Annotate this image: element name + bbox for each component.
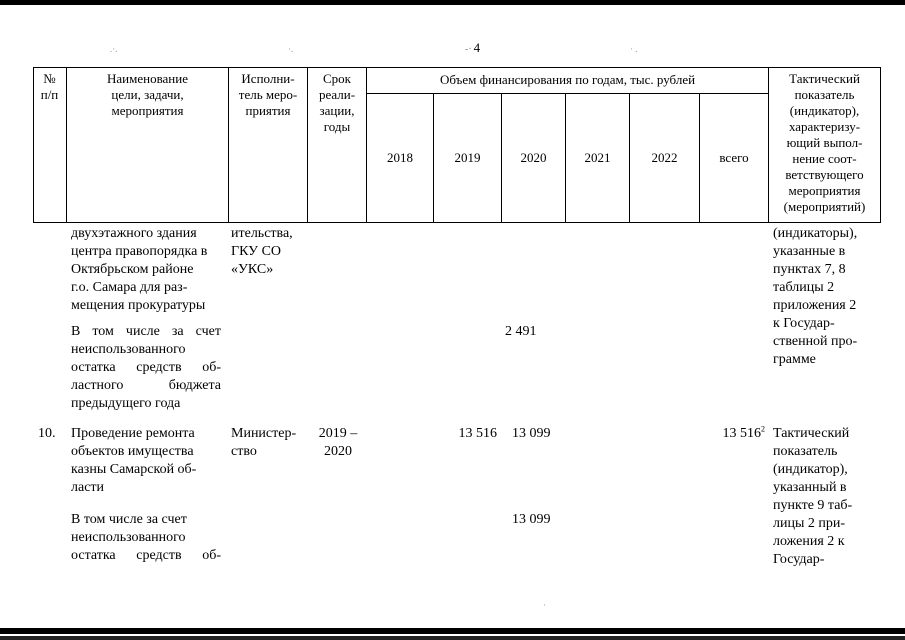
continued-sub-name: В том числе за счет неиспользованного остатка средств об- ластного бюджета предыдущего года	[71, 324, 221, 411]
table-border-top	[33, 67, 881, 68]
row10-name: Проведение ремонта объектов имущества казны Самарской об- ласти	[71, 426, 197, 495]
scan-bottom-border	[0, 636, 905, 640]
header-year-2020: 2020	[520, 150, 547, 165]
header-year-2022: 2022	[651, 150, 678, 165]
scan-speck: .·.	[110, 44, 118, 54]
header-total: всего	[719, 150, 749, 165]
header-year-2018: 2018	[387, 150, 413, 165]
header-year-2021: 2021	[584, 150, 611, 165]
header-term: Срок реали- зации, годы	[318, 71, 356, 134]
header-bottom-border	[33, 222, 881, 223]
col-divider	[880, 67, 881, 223]
header-indicator: Тактический показатель (индикатор), характеризу- ющий выпол- нение соот- ветствующего мероприятия (мероприятий)	[783, 71, 866, 214]
years-header-divider	[366, 93, 768, 94]
header-name: Наименование цели, задачи, мероприятия	[107, 71, 188, 118]
scan-speck: · .	[630, 44, 638, 54]
row10-term: 2019 – 2020	[318, 426, 358, 459]
row10-2019: 13 516	[458, 426, 497, 441]
header-funding: Объем финансирования по годам, тыс. рублей	[439, 72, 696, 87]
row10-indicator: Тактический показатель (индикатор), указанный в пункте 9 таб- лицы 2 при- ложения 2 к Государ-	[773, 426, 853, 567]
row10-number: 10.	[38, 426, 56, 441]
row10-sub-2020: 13 099	[512, 512, 551, 527]
header-executor: Исполни- тель меро- приятия	[238, 71, 298, 118]
scan-speck: ·.	[288, 44, 294, 54]
scan-bottom-border	[0, 628, 905, 634]
scan-speck: ·	[543, 600, 546, 610]
scan-top-border	[0, 0, 905, 5]
row10-total: 13 $516^2$	[722, 424, 765, 441]
row10-2020: 13 099	[512, 426, 551, 441]
continued-indicator: (индикаторы), указанные в пунктах 7, 8 таблицы 2 приложения 2 к Государ- ственной про- грамме	[773, 226, 858, 367]
continued-name: двухэтажного здания центра правопорядка в Октябрьском районе г.о. Самара для раз- мещения прокуратуры	[71, 226, 208, 313]
continued-executor: ительства, ГКУ СО «УКС»	[231, 226, 293, 277]
footnote-mark: 2	[761, 424, 765, 434]
continued-sub-2020: 2 491	[505, 324, 537, 339]
row10-executor: Министер- ство	[231, 426, 297, 459]
col-divider	[366, 67, 367, 223]
row10-sub-name: В том числе за счет неиспользованного остатка средств об-	[71, 512, 221, 563]
page-number: -· 4	[465, 40, 481, 55]
header-number: № п/п	[40, 71, 59, 102]
header-year-2019: 2019	[454, 150, 481, 165]
